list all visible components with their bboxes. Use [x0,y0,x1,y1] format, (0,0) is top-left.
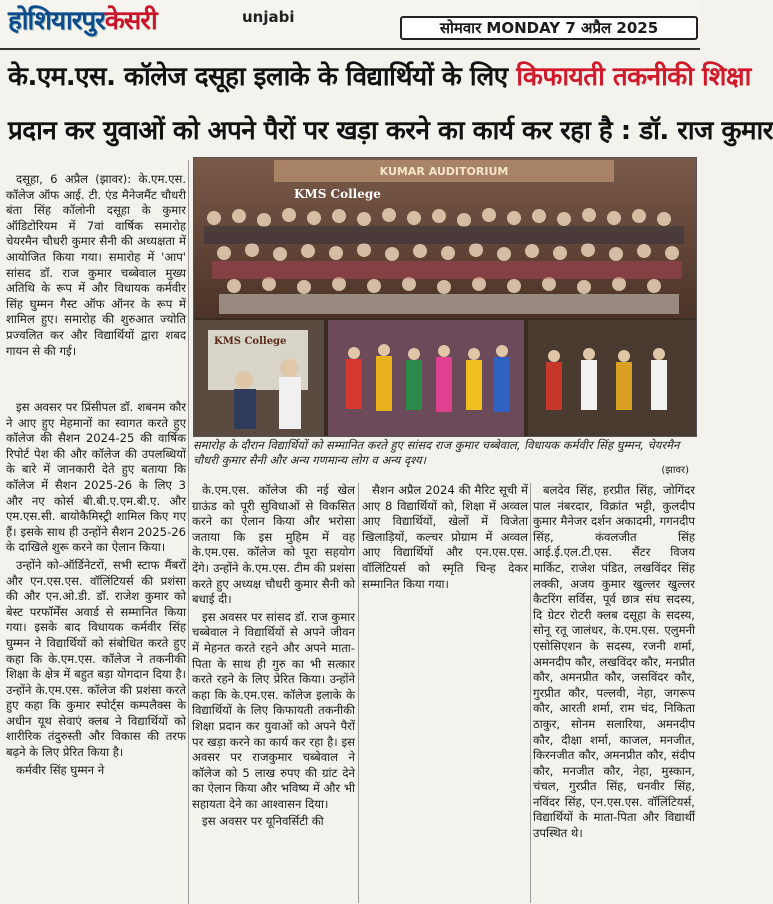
article-column-3 [362,483,528,594]
article-paragraph: इस अवसर पर यूनिवर्सिटी की [202,814,324,829]
newspaper-logo [8,2,157,36]
event-photo-collage [193,157,697,437]
article-paragraph: सैशन अप्रैल 2024 की मैरिट सूची में आए 8 विद्यार्थियों को, शिक्षा में अव्वल आए विद्यार्थियों, खेलों में विजेता खिलाड़ियों, कल्चर प्रोग्राम में अव्वल आए विद्यार्थियों और एन.एस.एस. वॉलिंटियर्स को स्मृति चिन्ह देकर सम्मानित किया गया। [362,483,528,591]
issue-date: सोमवार MONDAY 7 अप्रैल 2025 [400,16,698,40]
article-paragraph: इस अवसर पर सांसद डॉ. राज कुमार चब्बेवाल ने विद्यार्थियों से अपने जीवन में मेहनत करते रहने और अपने माता-पिता के साथ ही गुरु का भी सत्कार करते रहने के लिए प्रेरित किया। उन्होंने कहा कि के.एम.एस. कॉलेज इलाके के विद्यार्थियों के लिए किफायती तकनीकी शिक्षा प्रदान कर युवाओं को अपने पैरों पर खड़ा करने का कार्य कर रहा है। इस अवसर पर राजकुमार चब्बेवाल ने कॉलेज को 5 लाख रुपए की ग्रांट देने का ऐलान किया और भविष्य में और भी सहायता देने का आश्वासन दिया। [192,609,355,811]
caption-text: समारोह के दौरान विद्यार्थियों को सम्मानित करते हुए सांसद राज कुमार चब्बेवाल, विधायक कर्मवीर सिंह घुम्मन, चेयरमैन चौधरी कुमार सैनी और अन्य गणमान्य लोग व अन्य दृश्य। [193,438,680,467]
column-divider [530,483,531,903]
photo-banner-1: KUMAR AUDITORIUM [379,165,509,178]
logo-part2: केसरी [104,6,157,36]
photo-illustration [194,158,696,436]
article-column-2 [192,483,355,832]
photo-caption [193,438,695,478]
headline-line1 [8,60,751,94]
column-divider [188,160,189,904]
headline-line1-text: के.एम.एस. कॉलेज दसूहा इलाके के विद्यार्थियों के लिए [8,62,517,92]
article-paragraph: के.एम.एस. कॉलेज की नई खेल ग्राऊंड को पूरी सुविधाओं से विकसित करने का ऐलान किया और भरोसा जताया कि इस मुहिम में वह के.एम.एस. कॉलेज को पूरा सहयोग देंगे। उन्होंने के.एम.एस. टीम की प्रशंसा करते हुए अध्यक्ष चौधरी कुमार सैनी को बधाई दी। [192,483,355,607]
logo-subtitle: unjabi [242,8,295,26]
article-column-1-bottom [6,400,186,780]
logo-part1: होशियारपुर [8,6,105,36]
photo-banner-3: KMS College [214,336,287,347]
article-paragraph: बलदेव सिंह, हरप्रीत सिंह, जोगिंदर पाल नंबरदार, विक्रांत भट्टी, कुलदीप कुमार मैनेजर दर्शन अकादमी, गगनदीप सिंह, कंवलजीत सिंह आई.ई.एल.टी.एस. सैंटर विजय मार्किट, राजेश पंडित, लखविंदर सिंह लक्की, अजय कुमार खुल्लर खुल्लर कैटरिंग सर्विस, पूर्व छात्र संघ सदस्य, दि ग्रेटर रोटरी क्लब दसूहा के सदस्य, सोनू रतू जालंधर, के.एम.एस. एलुमनी एसोसिएशन के सदस्य, रजनी शर्मा, अमनदीप कौर, लखविंदर कौर, मनप्रीत कौर, अमनप्रीत कौर, जसविंदर कौर, गुरप्रीत कौर, पल्लवी, नेहा, जगरूप कौर, आरती शर्मा, राम चंद, निकिता ठाकुर, सोनम सलारिया, अमनदीप कौर, दीक्षा शर्मा, काजल, मनजीत, किरनजीत कौर, अमनप्रीत कौर, संदीप कौर, मनजीत कौर, नेहा, मुस्कान, चंचल, गुरप्रीत सिंह, धनवीर सिंह, नविंदर सिंह, एन.एस.एस. वॉलिंटियर्स, विद्यार्थियों के माता-पिता और विद्यार्थी उपस्थित थे। [533,483,695,841]
article-column-1-top [6,172,186,361]
caption-credit: (झावर) [661,465,689,476]
masthead-divider [0,48,700,50]
masthead [0,0,700,46]
article-paragraph: उन्होंने को-ऑर्डिनेटरों, सभी स्टाफ मैंबरों और एन.एस.एस. वॉलिंटियर्स की प्रशंसा की और एन.ओ.डी. डॉ. राजेश कुमार को बेस्ट परफॉर्मेंस अवार्ड से सम्मानित किया गया। इसके बाद विधायक कर्मवीर सिंह घुम्मन ने विद्यार्थियों को संबोधित करते हुए कहा कि के.एम.एस. कॉलेज ने तकनीकी शिक्षा के क्षेत्र में बहुत बड़ा योगदान दिया है। उन्होंने के.एम.एस. कॉलेज की प्रशंसा करते हुए कहा कि कुमार स्पोर्ट्स कम्पलैक्स के अधीन यूथ सेवाएं क्लब ने विद्यार्थियों को शारीरिक तंदुरुस्ती और विकास की तरफ बढ़ने के लिए प्रेरित किया है। [6,557,186,760]
article-column-4 [533,483,695,844]
column-divider [358,483,359,903]
headline-line2: प्रदान कर युवाओं को अपने पैरों पर खड़ा करने का कार्य कर रहा है : डॉ. राज कुमार [8,116,773,146]
headline-line1-highlight: किफायती तकनीकी शिक्षा [516,62,751,92]
article-paragraph: इस अवसर पर प्रिंसीपल डॉ. शबनम कौर ने आए हुए मेहमानों का स्वागत करते हुए कॉलेज की सैशन 2024-25 की वार्षिक रिपोर्ट पेश की और कॉलेज की उपलब्धियों के बारे में जानकारी देते हुए बताया कि कॉलेज में सैशन 2025-26 के लिए 3 और नए कोर्स बी.बी.ए.एम.बी.ए. और एम.एस.सी. बायोकैमिस्ट्री शामिल किए गए हैं। इसके साथ ही उन्होंने सैशन 2025-26 के दाखिले शुरू करने का ऐलान किया। [6,400,186,555]
article-paragraph: कर्मवीर सिंह घुम्मन ने [16,762,105,777]
article-paragraph: दसूहा, 6 अप्रैल (झावर): के.एम.एस. कॉलेज ऑफ आई. टी. एंड मैनेजमैंट चौधरी बंता सिंह कॉलोनी दसूहा के कुमार ऑडिटोरियम में 7वां वार्षिक समारोह चेयरमैन चौधरी कुमार सैनी की अध्यक्षता में आयोजित किया गया। समारोह में 'आप' सांसद डॉ. राज कुमार चब्बेवाल मुख्य अतिथि के रूप में और विधायक कर्मवीर सिंह घुम्मन गैस्ट ऑफ ऑनर के रूप में शामिल हुए। समारोह की शुरुआत ज्योति प्रज्वलित कर और विद्यार्थियों द्वारा शबद गायन से की गई। [6,172,186,358]
photo-banner-2: KMS College [294,187,381,201]
